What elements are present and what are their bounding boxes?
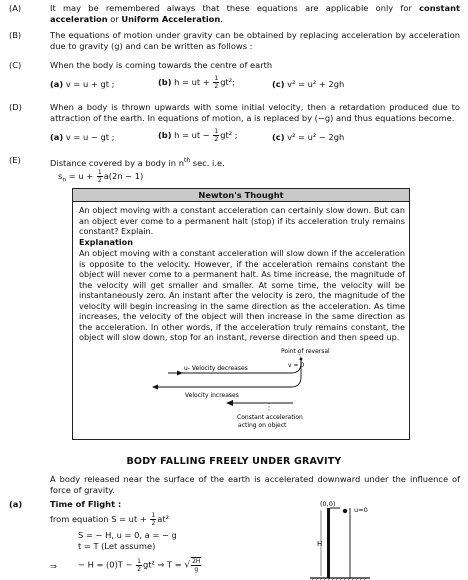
acceleration-arrow-head	[226, 400, 233, 406]
item-label-d: (D)	[9, 102, 22, 112]
fraction-half: $\frac{1}{2}$	[151, 512, 156, 527]
implies-symbol: ⇒	[50, 561, 57, 571]
fraction-half: $\frac{1}{2}$	[137, 557, 141, 573]
equation-c-a: (a) v = u + gt ;	[50, 79, 115, 89]
item-text-e: Distance covered by a body in $n^{th}$ sec. i.e.	[50, 157, 225, 168]
free-fall-diagram	[300, 500, 380, 580]
item-label-c: (C)	[9, 60, 22, 70]
reversal-point-dot	[300, 358, 303, 361]
fraction-half: $\frac{1}{2}$	[97, 169, 102, 184]
velocity-increases-label: Velocity increases	[185, 392, 239, 399]
section-title: BODY FALLING FREELY UNDER GRAVITY	[126, 456, 342, 467]
upper-arrow-head	[177, 371, 183, 376]
item-text-d: When a body is thrown upwards with some initial velocity, then a retardation produced due to attraction of the earth. In equations of motion, a is replaced by (−g) and thus equations become.	[50, 102, 460, 123]
equation-line-3: t = T (Let assume)	[78, 541, 156, 551]
item-text-a: It may be remembered always that these equations are applicable only for constant acceleration or Uniform Acceleration.	[50, 3, 460, 24]
newtons-thought-title: Newton's Thought	[73, 189, 409, 202]
item-text-c: When the body is coming towards the centre of earth	[50, 60, 273, 70]
item-label-e: (E)	[9, 155, 21, 165]
item-label-b: (B)	[9, 30, 22, 40]
equation-line-4: − H = (0)T − $\frac{1}{2}$ gt² ⇒ T = √ $\frac{2H}{g}$	[78, 557, 201, 573]
time-of-flight-heading: Time of Flight :	[50, 499, 122, 509]
equation-c-b: (b) h = ut + $\frac{1}{2}$ gt²;	[158, 75, 235, 90]
part-label-a: (a)	[9, 499, 23, 509]
height-label: H	[317, 540, 323, 548]
velocity-decreases-label: u- Velocity decreases	[184, 365, 248, 372]
explanation-heading: Explanation	[79, 237, 133, 247]
newtons-thought-box	[72, 188, 410, 440]
v-zero-label: v = 0	[288, 362, 305, 369]
equation-d-a: (a) v = u − gt ;	[50, 132, 115, 142]
equation-d-c: (c) v² = u² − 2gh	[272, 132, 345, 142]
origin-label: (0,0)	[320, 500, 336, 508]
free-fall-intro: A body released near the surface of the earth is accelerated downward under the influence of force of gravity.	[50, 474, 460, 495]
acting-on-object-label: acting on object	[238, 422, 287, 429]
equation-line-1: from equation S = ut + $\frac{1}{2}$ at²	[50, 512, 169, 527]
ball	[343, 509, 347, 513]
fraction-half: $\frac{1}{2}$	[214, 128, 219, 143]
explanation-text: An object moving with a constant acceleration will slow down if the acceleration is opposite to the velocity. However, if the acceleration remains constant the object will never come to a permanent halt. As time increase, the magnitude of the velocity will get smaller and smaller. At some time, the velocity will be instantaneously zero. An instant after the velocity is zero, the magnitude of the velocity will begin increasing in the same direction as the acceleration. As time increases, the velocity of the object will then increase in the same direction as the acceleration. In other words, if the acceleration truly remains constant, the object will slow down, stop for an instant, reverse direction and then speed up.	[79, 248, 405, 342]
equation-line-2: S = − H, u = 0, a = − g	[78, 530, 177, 540]
constant-acceleration-label: Constant acceleration	[237, 414, 303, 421]
pillar-left	[327, 508, 330, 578]
lower-arrow-head	[152, 385, 158, 390]
u-zero-label: u=0	[354, 506, 368, 514]
item-text-b: The equations of motion under gravity can be obtained by replacing acceleration by acceleration due to gravity (g) and can be written as follows :	[50, 30, 460, 51]
equation-d-b: (b) h = ut − $\frac{1}{2}$ gt² ;	[158, 128, 238, 143]
item-label-a: (A)	[9, 3, 22, 13]
newtons-thought-question: An object moving with a constant acceleration can certainly slow down. But can an object ever come to a permanent halt (stop) if its acceleration truly remains constant? Explain.	[79, 205, 405, 236]
fraction-half: $\frac{1}{2}$	[214, 75, 219, 90]
sqrt-fraction: $\frac{2H}{g}$	[192, 558, 201, 573]
point-of-reversal-label: Point of reversal	[281, 348, 330, 355]
equation-c-c: (c) v² = u² + 2gh	[272, 79, 345, 89]
equation-e: $s_n = u$ + $\frac{1}{2}$ a(2n − 1)	[58, 169, 144, 184]
reversal-diagram	[73, 347, 409, 437]
